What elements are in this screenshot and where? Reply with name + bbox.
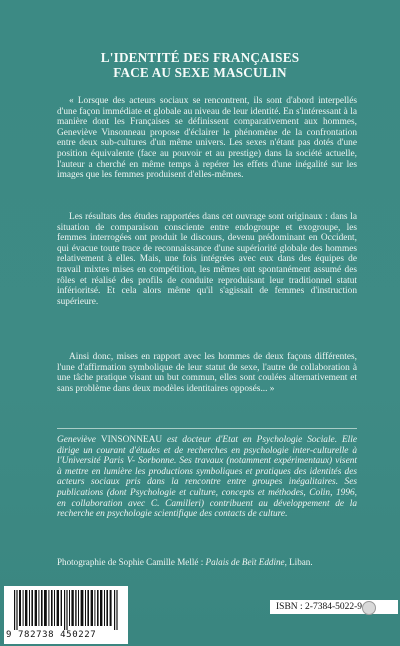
barcode-number: 9 782738 450227 — [6, 630, 97, 640]
barcode-bars — [14, 590, 118, 630]
paragraph-text: Ainsi donc, mises en rapport avec les hommes de deux façons différentes, l'une d'affirmation symbolique de leur statut de sexe, l'autre de collaboration à une tâche pratique visant un but commun, elles sont coulées alternativement et sans problème dans deux modèles identitaires opposés... » — [57, 352, 357, 394]
summary-paragraph-1 — [57, 96, 357, 181]
barcode — [4, 586, 128, 644]
book-title — [0, 50, 400, 80]
summary-paragraph-2 — [57, 212, 357, 307]
author-first-name: Geneviève — [57, 435, 96, 445]
summary-paragraph-3 — [57, 352, 357, 394]
photo-credit-work: Palais de Beït Eddine — [205, 557, 285, 567]
title-line-2: FACE AU SEXE MASCULIN — [113, 65, 287, 80]
photo-credit-prefix: Photographie de Sophie Camille Mellé : — [57, 557, 206, 567]
isbn — [270, 600, 398, 614]
paragraph-text: Les résultats des études rapportées dans cet ouvrage sont originaux : dans la situation de comparaison consciente entre endogroupe et exogroupe, les femmes interrogées ont produit le discours, devenu prédominant en Occident, qui évacue toute trace de reconnaissance d'une supériorité globale des hommes relativement à elles. Mais, une fois intégrées avec eux dans des équipes de travail mixtes mises en compétition, les mêmes ont spontanément assumé des rôles et réalisé des profils de conduite reproduisant leur traditionnel statut inférioritsé. Et cela alors même qu'il s'agissait de femmes d'instruction supérieure. — [57, 212, 357, 307]
author-bio — [57, 435, 357, 520]
author-bio-text: est docteur d'Etat en Psychologie Sociale. Elle dirige un courant d'études et de recherches en psychologie inter-culturelle à l'Université Paris V- Sorbonne. Ses travaux (notamment expérimentaux) visent à mettre en lumière les productions symboliques et pratiques des identités des acteurs sociaux pris dans la rencontre entre groupes inégalitaires. Ses publications (dont Psychologie et culture, concepts et méthodes, Colin, 1996, en collaboration avec C. Camilleri) contribuent au développement de la recherche en psychologie scientifique des contacts de culture. — [57, 435, 357, 520]
divider — [57, 428, 357, 429]
isbn-text: ISBN : 2-7384-5022-9 — [276, 602, 363, 612]
photo-credit-suffix: , Liban. — [284, 557, 313, 567]
title-line-1: L'IDENTITÉ DES FRANÇAISES — [100, 50, 300, 65]
author-last-name: VINSONNEAU — [100, 435, 163, 445]
punch-hole-icon — [362, 601, 376, 615]
photo-credit — [57, 557, 377, 568]
paragraph-text: « Lorsque des acteurs sociaux se rencontrent, ils sont d'abord interpellés d'une façon immédiate et globale au niveau de leur identité. En s'intéressant à la manière dont les Françaises se définissent comparativement aux hommes, Geneviève Vinsonneau propose d'éclairer le phénomène de la confrontation entre deux sub-cultures d'un même univers. Les sexes n'étant pas dotés d'une position équivalente (face au pouvoir et au prestige) dans la société actuelle, l'auteur a cherché en même temps à repérer les effets d'une inégalité sur les images que les femmes produisent d'elles-mêmes. — [57, 96, 357, 181]
